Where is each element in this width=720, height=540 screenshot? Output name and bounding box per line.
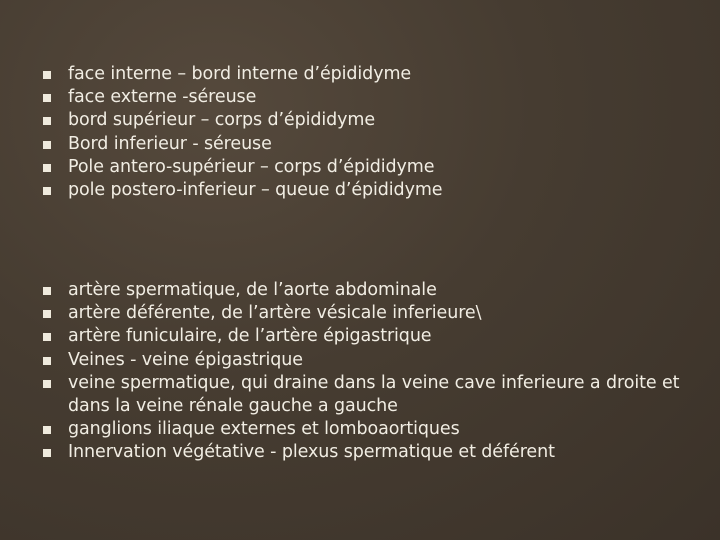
list-item: [40, 279, 690, 302]
square-bullet-icon: [43, 141, 51, 149]
bullet-list-vascularisation: [40, 279, 690, 465]
square-bullet-icon: [43, 426, 51, 434]
list-item: [40, 133, 690, 156]
square-bullet-icon: [43, 164, 51, 172]
list-item-text: face interne – bord interne d’épididyme: [68, 64, 412, 84]
list-item-text: artère funiculaire, de l’artère épigastrique: [68, 326, 432, 347]
list-item-text: veine spermatique, qui draine dans la veine cave inferieure a droite et dans la veine rénale gauche a gauche: [68, 372, 680, 417]
square-bullet-icon: [43, 333, 51, 341]
square-bullet-icon: [43, 71, 51, 79]
list-item-text: Innervation végétative - plexus spermatique et déférent: [68, 442, 555, 463]
bullet-list-anatomy: [40, 63, 690, 202]
list-item: [40, 109, 690, 132]
square-bullet-icon: [43, 287, 51, 295]
square-bullet-icon: [43, 357, 51, 365]
list-item-text: face externe -séreuse: [68, 87, 257, 108]
square-bullet-icon: [43, 449, 51, 457]
square-bullet-icon: [43, 94, 51, 102]
list-item: [40, 372, 690, 418]
list-item: [40, 349, 690, 372]
list-item-text: Bord inferieur - séreuse: [68, 133, 272, 154]
square-bullet-icon: [43, 380, 51, 388]
square-bullet-icon: [43, 310, 51, 318]
list-item: [40, 63, 690, 86]
list-item: [40, 302, 690, 325]
list-item: [40, 418, 690, 441]
list-item: [40, 156, 690, 179]
list-item-text: bord supérieur – corps d’épididyme: [68, 110, 376, 131]
list-item-text: Veines - veine épigastrique: [68, 349, 303, 370]
list-item-text: artère spermatique, de l’aorte abdominale: [68, 280, 437, 300]
square-bullet-icon: [43, 117, 51, 125]
list-item-text: ganglions iliaque externes et lomboaortiques: [68, 419, 460, 440]
list-item-text: Pole antero-supérieur – corps d’épididyme: [68, 156, 435, 177]
list-item: [40, 86, 690, 109]
list-item-text: artère déférente, de l’artère vésicale inferieure\: [68, 303, 482, 324]
list-item: [40, 441, 690, 464]
square-bullet-icon: [43, 187, 51, 195]
list-item: [40, 325, 690, 348]
list-item: [40, 179, 690, 202]
list-item-text: pole postero-inferieur – queue d’épididyme: [68, 180, 443, 201]
